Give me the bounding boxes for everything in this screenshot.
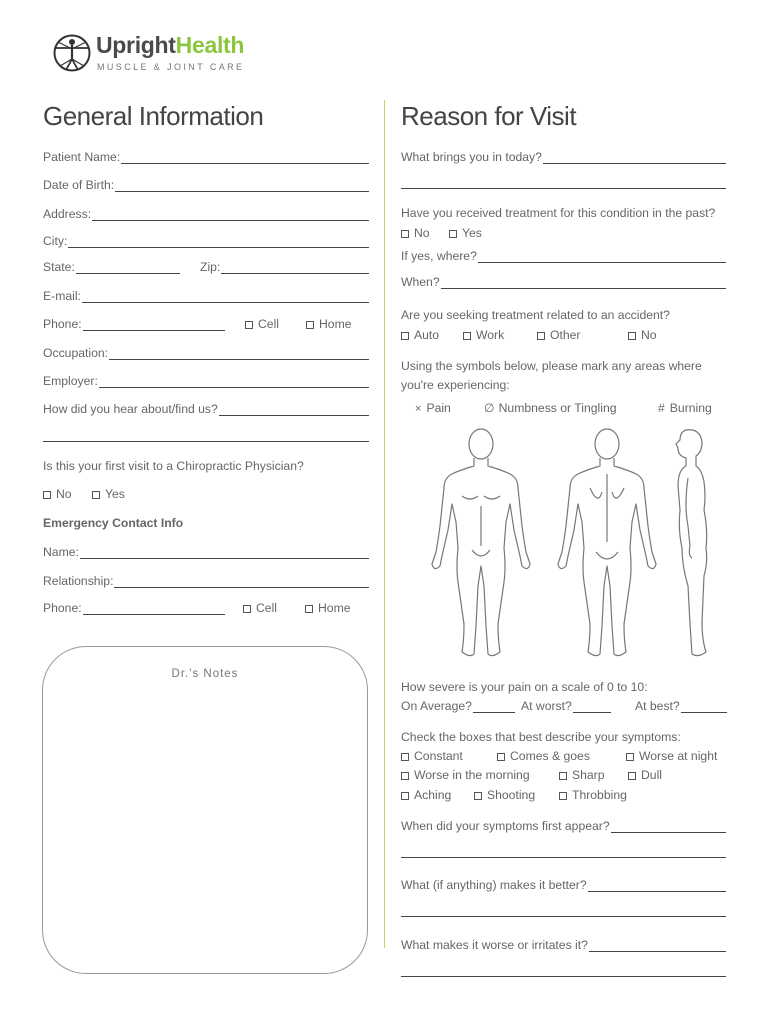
when-field[interactable]: [401, 275, 726, 289]
relationship-field[interactable]: [43, 574, 369, 588]
phone-label: Phone:: [43, 317, 82, 331]
on-average-field[interactable]: [401, 699, 515, 713]
better-field[interactable]: [401, 878, 726, 892]
aching-checkbox[interactable]: Aching: [401, 788, 451, 802]
occupation-field[interactable]: [43, 346, 369, 360]
patient-name-label: Patient Name:: [43, 150, 121, 164]
vitruvian-man-icon: [52, 33, 92, 73]
emergency-contact-title: Emergency Contact Info: [43, 516, 184, 530]
received-yes-checkbox[interactable]: Yes: [449, 226, 482, 240]
at-best-label: At best?: [635, 699, 680, 713]
email-field[interactable]: [43, 289, 369, 303]
burning-legend: # Burning: [658, 401, 712, 415]
doctors-notes-title: Dr.'s Notes: [171, 668, 239, 680]
body-back-diagram[interactable]: [556, 426, 658, 664]
state-label: State:: [43, 260, 75, 274]
address-label: Address:: [43, 207, 92, 221]
better-line-2[interactable]: [401, 916, 726, 917]
numbness-symbol-icon: ∅: [484, 401, 495, 415]
worse-morning-checkbox[interactable]: Worse in the morning: [401, 768, 530, 782]
dob-label: Date of Birth:: [43, 178, 115, 192]
at-worst-field[interactable]: [521, 699, 611, 713]
better-label: What (if anything) makes it better?: [401, 878, 587, 892]
emergency-home-checkbox[interactable]: Home: [305, 601, 351, 615]
employer-label: Employer:: [43, 374, 98, 388]
employer-field[interactable]: [43, 374, 369, 388]
accident-question: Are you seeking treatment related to an accident?: [401, 308, 670, 322]
at-best-field[interactable]: [635, 699, 727, 713]
accident-auto-checkbox[interactable]: Auto: [401, 328, 439, 342]
shooting-checkbox[interactable]: Shooting: [474, 788, 535, 802]
numbness-legend: ∅ Numbness or Tingling: [484, 401, 617, 415]
emergency-phone-field[interactable]: [43, 601, 225, 615]
brand-tagline: MUSCLE & JOINT CARE: [97, 62, 245, 72]
throbbing-checkbox[interactable]: Throbbing: [559, 788, 627, 802]
if-yes-label: If yes, where?: [401, 249, 477, 263]
worse-field[interactable]: [401, 938, 726, 952]
brand-name: UprightHealth: [96, 32, 245, 58]
symbols-instructions-1: Using the symbols below, please mark any areas where: [401, 359, 702, 373]
phone-cell-checkbox[interactable]: Cell: [245, 317, 279, 331]
state-field[interactable]: [43, 260, 180, 274]
column-divider: [384, 100, 385, 948]
symptoms-question: Check the boxes that best describe your symptoms:: [401, 730, 681, 744]
zip-label: Zip:: [200, 260, 221, 274]
reason-for-visit-title: Reason for Visit: [401, 101, 577, 131]
received-no-checkbox[interactable]: No: [401, 226, 430, 240]
worse-label: What makes it worse or irritates it?: [401, 938, 588, 952]
relationship-label: Relationship:: [43, 574, 114, 588]
accident-work-checkbox[interactable]: Work: [463, 328, 504, 342]
hear-about-field[interactable]: [43, 402, 369, 416]
accident-other-checkbox[interactable]: Other: [537, 328, 580, 342]
phone-field[interactable]: [43, 317, 225, 331]
pain-scale-question: How severe is your pain on a scale of 0 to 10:: [401, 680, 648, 694]
body-side-diagram[interactable]: [664, 426, 724, 664]
first-visit-no-checkbox[interactable]: No: [43, 487, 72, 501]
symbols-instructions-2: you're experiencing:: [401, 378, 510, 392]
occupation-label: Occupation:: [43, 346, 109, 360]
emergency-name-label: Name:: [43, 545, 79, 559]
doctors-notes-box[interactable]: [42, 646, 368, 974]
zip-field[interactable]: [200, 260, 369, 274]
first-appear-label: When did your symptoms first appear?: [401, 819, 610, 833]
hear-about-line-2[interactable]: [43, 441, 369, 442]
address-field[interactable]: [43, 207, 369, 221]
sharp-checkbox[interactable]: Sharp: [559, 768, 605, 782]
emergency-phone-label: Phone:: [43, 601, 82, 615]
pain-symbol-icon: ×: [415, 403, 422, 415]
pain-legend: × Pain: [415, 401, 451, 415]
phone-home-checkbox[interactable]: Home: [306, 317, 352, 331]
first-appear-field[interactable]: [401, 819, 726, 833]
patient-name-field[interactable]: [43, 150, 369, 164]
brings-you-label: What brings you in today?: [401, 150, 542, 164]
dob-field[interactable]: [43, 178, 369, 192]
constant-checkbox[interactable]: Constant: [401, 749, 463, 763]
brings-you-field[interactable]: [401, 150, 726, 164]
general-information-title: General Information: [43, 101, 264, 131]
body-front-diagram[interactable]: [430, 426, 532, 664]
at-worst-label: At worst?: [521, 699, 572, 713]
emergency-name-field[interactable]: [43, 545, 369, 559]
worse-line-2[interactable]: [401, 976, 726, 977]
email-label: E-mail:: [43, 289, 81, 303]
received-treatment-question: Have you received treatment for this condition in the past?: [401, 206, 716, 220]
first-appear-line-2[interactable]: [401, 857, 726, 858]
burning-symbol-icon: #: [658, 401, 665, 415]
if-yes-where-field[interactable]: [401, 249, 726, 263]
when-label: When?: [401, 275, 440, 289]
comes-goes-checkbox[interactable]: Comes & goes: [497, 749, 590, 763]
brings-you-line-2[interactable]: [401, 188, 726, 189]
first-visit-yes-checkbox[interactable]: Yes: [92, 487, 125, 501]
on-average-label: On Average?: [401, 699, 472, 713]
accident-no-checkbox[interactable]: No: [628, 328, 657, 342]
hear-about-label: How did you hear about/find us?: [43, 402, 218, 416]
city-label: City:: [43, 234, 68, 248]
first-visit-question: Is this your first visit to a Chiropractic Physician?: [43, 459, 304, 473]
worse-night-checkbox[interactable]: Worse at night: [626, 749, 717, 763]
dull-checkbox[interactable]: Dull: [628, 768, 662, 782]
emergency-cell-checkbox[interactable]: Cell: [243, 601, 277, 615]
city-field[interactable]: [43, 234, 369, 248]
